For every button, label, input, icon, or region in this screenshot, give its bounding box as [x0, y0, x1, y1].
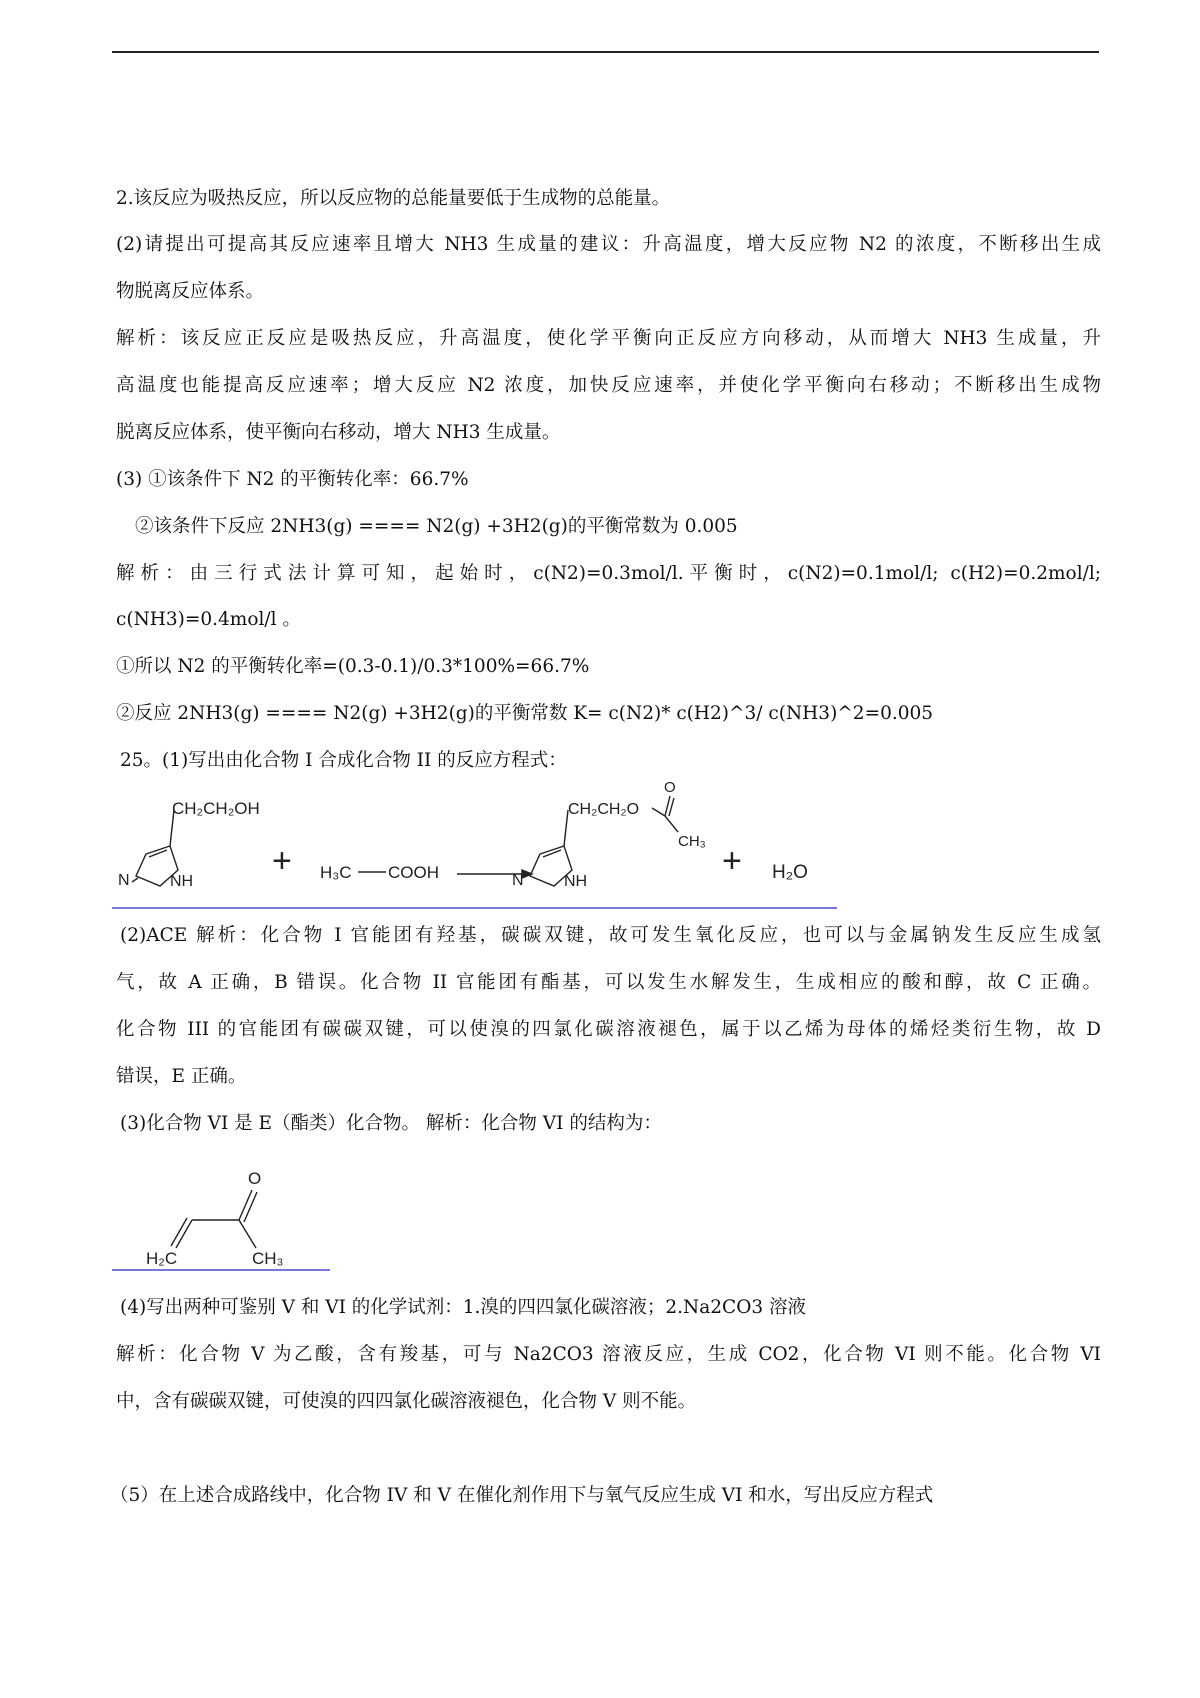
reactant1-n: N: [118, 872, 130, 889]
analysis-3-line-2: c(NH3)=0.4mol/l 。: [116, 609, 301, 630]
acid-left: H₃C: [320, 863, 352, 882]
product-carbonyl-o: O: [664, 779, 676, 796]
product-n: N: [512, 872, 524, 889]
analysis-2-line-3: 脱离反应体系，使平衡向右移动，增大 NH3 生成量。: [116, 422, 561, 443]
acid-right: COOH: [388, 863, 439, 882]
analysis-25-2-line-3: 化合物 III 的官能团有碳碳双键，可以使溴的四氯化碳溶液褪色，属于以乙烯为母体的烯烃类衍生物，故 D: [116, 1019, 1101, 1040]
analysis-3-conversion: ①所以 N2 的平衡转化率=(0.3-0.1)/0.3*100%=66.7%: [116, 656, 590, 677]
compound-vi-structure: [112, 1168, 342, 1278]
plus-sign-2: +: [722, 842, 742, 880]
header-rule: [112, 51, 1099, 53]
question-25-4: (4)写出两种可鉴别 V 和 VI 的化学试剂：1.溴的四四氯化碳溶液；2.Na2CO3 溶液: [120, 1297, 807, 1318]
product-ch3: CH₃: [678, 833, 706, 850]
question-2-answer: (2)请提出可提高其反应速率且增大 NH3 生成量的建议：升高温度，增大反应物 N2 的浓度，不断移出生成: [116, 234, 1101, 255]
question-25-5: （5）在上述合成路线中，化合物 IV 和 V 在催化剂作用下与氧气反应生成 VI 和水，写出反应方程式: [110, 1485, 934, 1506]
vi-ch3: CH₃: [252, 1249, 284, 1268]
analysis-25-2-line-2: 气，故 A 正确，B 错误。化合物 II 官能团有酯基，可以发生水解发生，生成相应的酸和醇，故 C 正确。: [116, 972, 1101, 993]
analysis-25-4-line-1: 解析：化合物 V 为乙酸，含有羧基，可与 Na2CO3 溶液反应，生成 CO2，化合物 VI 则不能。化合物 VI: [116, 1344, 1101, 1365]
analysis-3-line-1: 解析：由三行式法计算可知，起始时，c(N2)=0.3mol/l.平衡时，c(N2)=0.1mol/l; c(H2)=0.2mol/l;: [116, 563, 1101, 584]
vi-h2c: H₂C: [146, 1249, 178, 1268]
reactant1-substituent: CH₂CH₂OH: [172, 799, 260, 818]
analysis-2-line-1: 解析：该反应正反应是吸热反应，升高温度，使化学平衡向正反应方向移动，从而增大 NH3 生成量，升: [116, 328, 1101, 349]
question-2-answer-cont: 物脱离反应体系。: [116, 281, 265, 302]
analysis-25-4-line-2: 中，含有碳碳双键，可使溴的四四氯化碳溶液褪色，化合物 V 则不能。: [116, 1391, 697, 1412]
analysis-3-constant: ②反应 2NH3(g) ==== N2(g) +3H2(g)的平衡常数 K= c(N2)* c(H2)^3/ c(NH3)^2=0.005: [116, 703, 934, 724]
question-25-3: (3)化合物 VI 是 E（酯类）化合物。 解析：化合物 VI 的结构为：: [120, 1113, 662, 1134]
analysis-2-line-2: 高温度也能提高反应速率；增大反应 N2 浓度，加快反应速率，并使化学平衡向右移动；不断移出生成物: [116, 375, 1101, 396]
product-nh: NH: [564, 873, 588, 890]
water: H₂O: [772, 862, 808, 883]
vi-carbonyl-o: O: [248, 1169, 262, 1188]
plus-sign-1: +: [272, 842, 292, 880]
reaction-scheme: [112, 779, 852, 920]
analysis-25-2-line-4: 错误，E 正确。: [116, 1066, 247, 1087]
question-3-part-2: ②该条件下反应 2NH3(g) ==== N2(g) +3H2(g)的平衡常数为 0.005: [135, 516, 738, 537]
reactant1-nh: NH: [170, 873, 194, 890]
product-substituent: CH₂CH₂O: [568, 801, 640, 818]
question-25-1: 25。(1)写出由化合物 I 合成化合物 II 的反应方程式：: [120, 750, 567, 771]
analysis-25-2-line-1: (2)ACE 解析：化合物 I 官能团有羟基，碳碳双键，故可发生氧化反应，也可以与金属钠发生反应生成氢: [120, 925, 1101, 946]
question-3-part-1: (3) ①该条件下 N2 的平衡转化率：66.7%: [116, 469, 469, 490]
answer-line-2: 2.该反应为吸热反应，所以反应物的总能量要低于生成物的总能量。: [116, 188, 671, 209]
